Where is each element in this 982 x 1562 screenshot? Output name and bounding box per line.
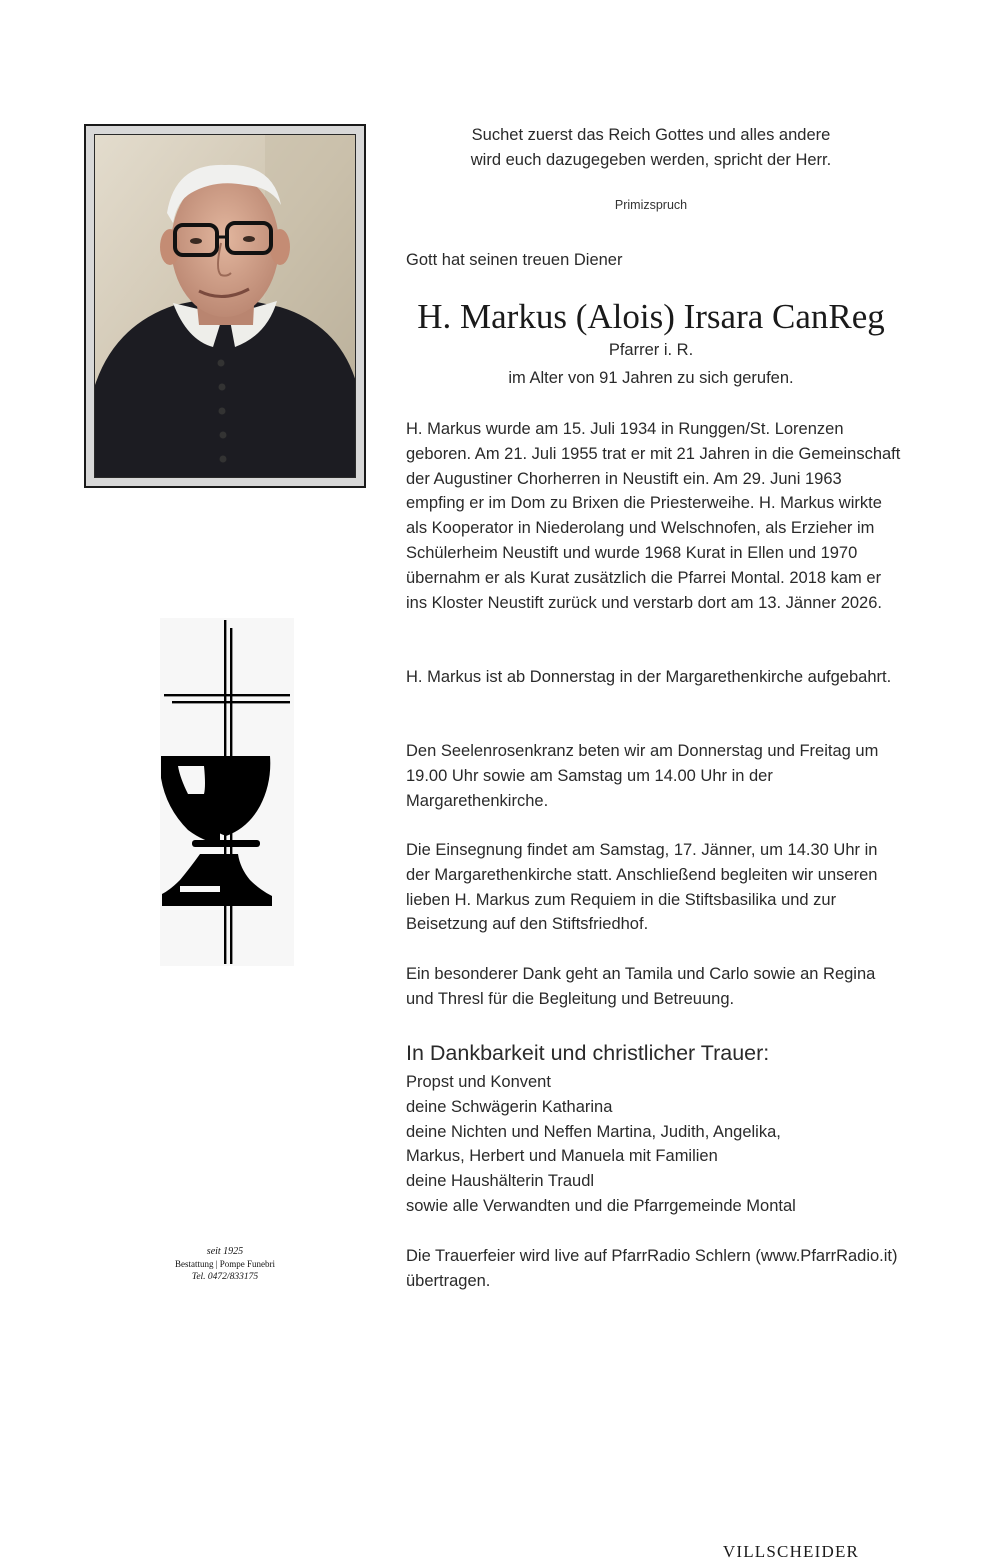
age-line: im Alter von 91 Jahren zu sich gerufen. [508, 369, 794, 387]
portrait-frame [84, 124, 366, 488]
quote-line-2: wird euch dazugegeben werden, spricht der Herr. [470, 151, 832, 169]
rosary-paragraph: Den Seelenrosenkranz beten wir am Donnerstag und Freitag um 19.00 Uhr sowie am Samstag um 14.00 Uhr in der Margarethenkirche. [406, 742, 879, 810]
logo-subtitle: Bestattung | Pompe Funebri [174, 1259, 276, 1269]
scripture-quote [406, 123, 896, 173]
mourners-list [406, 1070, 796, 1219]
funeral-paragraph: Die Einsegnung findet am Samstag, 17. Jänner, um 14.30 Uhr in der Margarethenkirche statt. Anschließend begleiten wir unseren lieben H. Markus zum Requiem in die Stiftsbasilika und zur Beisetzung auf den Stiftsfriedhof. [406, 841, 878, 934]
laying-out-paragraph: H. Markus ist ab Donnerstag in der Margarethenkirche aufgebahrt. [406, 668, 892, 686]
quote-source: Primizspruch [614, 198, 688, 212]
mourner-line: deine Nichten und Neffen Martina, Judith, Angelika, [406, 1122, 781, 1141]
logo-phone: Tel. 0472/833175 [191, 1272, 259, 1282]
deceased-name: H. Markus (Alois) Irsara CanReg [417, 297, 885, 336]
mourner-line: deine Haushälterin Traudl [406, 1172, 595, 1191]
logo-since: seit 1925 [206, 1246, 244, 1257]
thanks-paragraph: Ein besonderer Dank geht an Tamila und Carlo sowie an Regina und Thresl für die Begleitung und Betreuung. [406, 965, 876, 1008]
mourner-line: Markus, Herbert und Manuela mit Familien [406, 1147, 718, 1166]
intro-line: Gott hat seinen treuen Diener [406, 251, 623, 269]
portrait-photo [94, 134, 356, 478]
mourner-line: sowie alle Verwandten und die Pfarrgemeinde Montal [406, 1196, 796, 1215]
portrait-illustration [95, 135, 356, 478]
cross-chalice-icon [160, 618, 294, 966]
deceased-title: Pfarrer i. R. [608, 341, 694, 359]
broadcast-note: Die Trauerfeier wird live auf PfarrRadio Schlern (www.PfarrRadio.it) übertragen. [406, 1247, 898, 1290]
biography-paragraph: H. Markus wurde am 15. Juli 1934 in Runggen/St. Lorenzen geboren. Am 21. Juli 1955 trat er mit 21 Jahren in die Gemeinschaft der Augustiner Chorherren in Neustift ein. Am 29. Juni 1963 empfing er im Dom zu Brixen die Priesterweihe. H. Markus wirkte als Kooperator in Niederolang und Welschnofen, als Erzieher im Schülerheim Neustift und wurde 1968 Kurat in Ellen und 1970 übernahm er als Kurat zusätzlich die Pfarrei Montal. 2018 kam er ins Kloster Neustift zurück und verstarb dort am 13. Jänner 2026. [406, 420, 901, 612]
mourner-line: deine Schwägerin Katharina [406, 1097, 613, 1116]
mourner-line: Propst und Konvent [406, 1073, 551, 1091]
mourning-heading: In Dankbarkeit und christlicher Trauer: [406, 1041, 770, 1065]
logo-name: VILLSCHEIDER [722, 1542, 860, 1561]
quote-line-1: Suchet zuerst das Reich Gottes und alles andere [471, 126, 831, 144]
